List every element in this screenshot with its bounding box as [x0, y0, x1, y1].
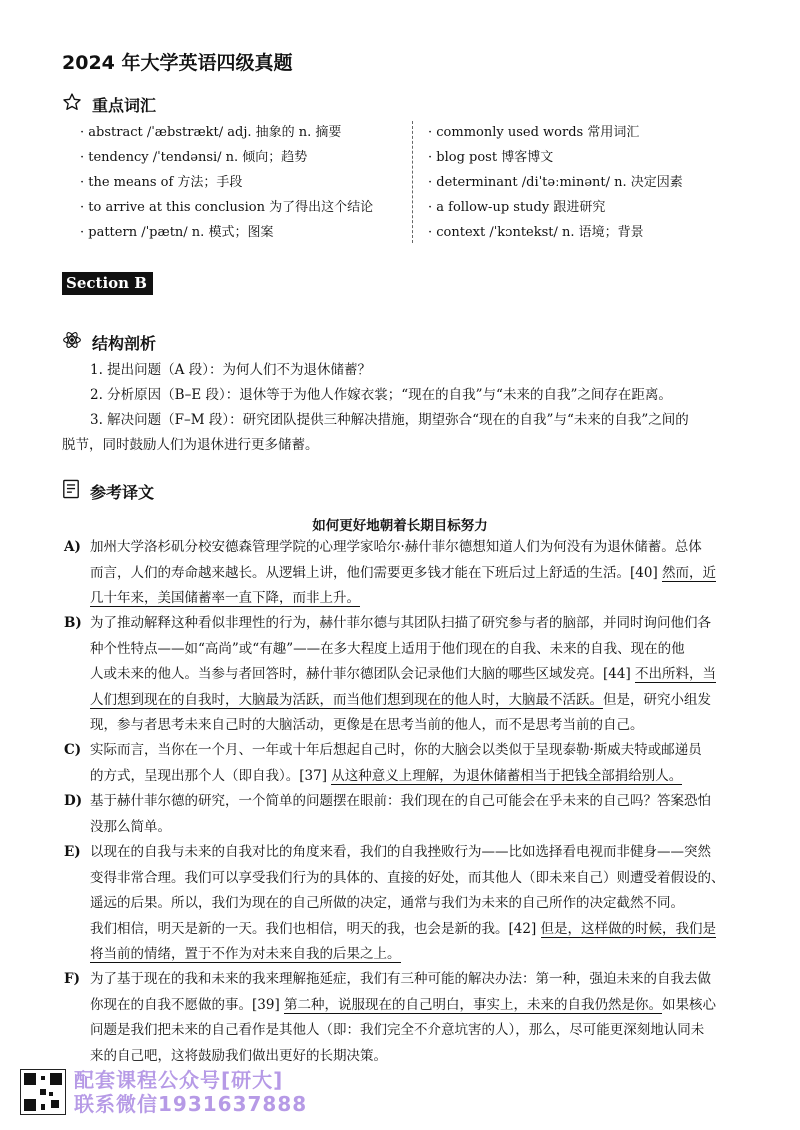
paragraph-line: 种个性特点——如“高尚”或“有趣”——在多大程度上适用于他们现在的自我、未来的自我、现在的他: [90, 640, 685, 657]
paragraph-label: E): [64, 844, 81, 860]
star-icon: [62, 92, 82, 116]
paragraph-line: 加州大学洛杉矶分校安德森管理学院的心理学家哈尔·赫什菲尔德想知道人们为何没有为退休储蓄。总体: [90, 539, 702, 555]
document-icon: [62, 479, 80, 503]
vocab-item: · pattern /ˈpætn/ n. 模式；图案: [80, 225, 274, 240]
vocab-heading: [62, 92, 156, 116]
vocab-item: · to arrive at this conclusion 为了得出这个结论: [80, 200, 374, 215]
atom-icon: [62, 330, 82, 354]
structure-item: 1. 提出问题（A 段）：为何人们不为退休储蓄？: [90, 362, 371, 378]
paragraph-c: [62, 738, 774, 789]
paragraph-f: [62, 967, 774, 1069]
paragraph-line: 问题是我们把未来的自己看作是其他人（即：我们完全不介意坑害的人），那么，尽可能更深刻地认同未: [90, 1022, 705, 1038]
structure-heading: [62, 330, 156, 354]
underlined-answer: 然而，近: [662, 564, 717, 581]
qr-code-icon: [20, 1069, 66, 1115]
translation-heading-text: 参考译文: [90, 482, 155, 502]
vocab-item: · abstract /ˈæbstrækt/ adj. 抽象的 n. 摘要: [80, 125, 342, 140]
vocab-divider: [412, 121, 413, 243]
paragraph-line: 变得非常合理。我们可以享受我们行为的具体的、直接的好处，而其他人（即未来自己）则遭受着假设的、: [90, 869, 725, 886]
paragraph-line: 人或未来的他人。当参与者回答时，赫什菲尔德团队会记录他们大脑的哪些区域发亮。[44] 不出所料，当: [90, 666, 717, 682]
underlined-answer: 但是，这样做的时候，我们是: [540, 920, 717, 937]
vocab-item: · the means of 方法；手段: [80, 175, 243, 190]
paragraph-line: 为了推动解释这种看似非理性的行为，赫什菲尔德与其团队扫描了研究参与者的脑部，并同时询问他们各: [90, 615, 711, 631]
paragraph-label: B): [64, 615, 82, 631]
footer-watermark: [20, 1068, 307, 1116]
vocab-item: · blog post 博客博文: [428, 150, 554, 165]
underlined-answer: 第二种，说服现在的自己明白，事实上，未来的自我仍然是你。: [284, 996, 663, 1013]
paragraph-line: 的方式，呈现出那个人（即自我）。[37] 从这种意义上理解，为退休储蓄相当于把钱全部捐给别人。: [90, 767, 683, 784]
paragraph-line: 现，参与者思考未来自己时的大脑活动，更像是在思考当前的他人，而不是思考当前的自己。: [90, 717, 644, 733]
translation-heading: [62, 479, 154, 503]
vocab-item: · context /ˈkɔntekst/ n. 语境；背景: [428, 225, 644, 240]
paragraph-line: 没那么简单。: [90, 818, 171, 835]
structure-item-continued: 脱节，同时鼓励人们为退休进行更多储蓄。: [62, 437, 319, 453]
paragraph-label: A): [64, 539, 81, 555]
paragraph-label: D): [64, 793, 83, 809]
paragraph-line: 遥远的后果。所以，我们为现在的自己所做的决定，通常与我们为未来的自己所作的决定截然不同。: [90, 895, 684, 911]
watermark-line: 联系微信1931637888: [74, 1092, 308, 1116]
paragraph-line: 我们相信，明天是新的一天。我们也相信，明天的我，也会是新的我。[42] 但是，这样做的时候，我们是: [90, 920, 717, 937]
structure-item: 3. 解决问题（F–M 段）：研究团队提供三种解决措施，期望弥合“现在的自我”与“未来的自我”之间的: [90, 412, 689, 428]
paragraph-e: [62, 840, 774, 968]
underlined-answer: 不出所料，当: [635, 666, 717, 682]
underlined-answer: 人们想到现在的自我时，大脑最为活跃，而当他们想到现在的他人时，大脑最不活跃。: [90, 691, 603, 708]
paragraph-label: C): [64, 742, 82, 758]
paragraph-line: 基于赫什菲尔德的研究，一个简单的问题摆在眼前：我们现在的自己可能会在乎未来的自己吗？答案恐怕: [90, 793, 711, 809]
paragraph-line: [90, 586, 774, 612]
page-title: 2024 年大学英语四级真题: [62, 52, 293, 74]
paragraph-line: 为了基于现在的我和未来的我来理解拖延症，我们有三种可能的解决办法：第一种，强迫未来的自我去做: [90, 971, 711, 987]
underlined-answer: 几十年来，美国储蓄率一直下降，而非上升。: [90, 590, 360, 606]
paragraph-line: 人们想到现在的自我时，大脑最为活跃，而当他们想到现在的他人时，大脑最不活跃。但是，研究小组发: [90, 691, 711, 708]
paragraph-line: 来的自己吧，这将鼓励我们做出更好的长期决策。: [90, 1047, 387, 1064]
paragraph-line: 以现在的自我与未来的自我对比的角度来看，我们的自我挫败行为——比如选择看电视而非健身——突然: [90, 844, 711, 860]
vocab-left-column: [80, 120, 373, 245]
vocab-right-column: [428, 120, 683, 245]
translation-title: 如何更好地朝着长期目标努力: [312, 518, 488, 534]
structure-heading-text: 结构剖析: [92, 333, 157, 353]
paragraph-line: 你现在的自我不愿做的事。[39] 第二种，说服现在的自己明白，事实上，未来的自我仍然是你。如果核心: [90, 996, 717, 1013]
paragraph-label: F): [64, 971, 80, 987]
vocab-item: · determinant /diˈtəːminənt/ n. 决定因素: [428, 175, 683, 190]
paragraph-a: [62, 535, 774, 612]
vocab-item: · commonly used words 常用词汇: [428, 125, 640, 140]
structure-item: 2. 分析原因（B–E 段）：退休等于为他人作嫁衣裳；“现在的自我”与“未来的自我”之间存在距离。: [90, 387, 672, 403]
paragraph-line: 而言，人们的寿命越来越长。从逻辑上讲，他们需要更多钱才能在下班后过上舒适的生活。[40] 然而，近: [90, 564, 717, 581]
paragraph-b: [62, 611, 774, 739]
watermark-line: 配套课程公众号[研大]: [74, 1068, 284, 1092]
section-label: Section B: [62, 272, 153, 295]
structure-list: [62, 358, 770, 458]
vocab-heading-text: 重点词汇: [92, 95, 157, 115]
underlined-answer: 将当前的情绪，置于不作为对未来自我的后果之上。: [90, 946, 401, 962]
vocab-item: · tendency /ˈtendənsi/ n. 倾向；趋势: [80, 150, 308, 165]
vocab-item: · a follow-up study 跟进研究: [428, 200, 606, 215]
paragraph-d: [62, 789, 774, 840]
paragraph-line: 实际而言，当你在一个月、一年或十年后想起自己时，你的大脑会以类似于呈现泰勒·斯威夫特或邮递员: [90, 742, 702, 758]
underlined-answer: 从这种意义上理解，为退休储蓄相当于把钱全部捐给别人。: [331, 767, 683, 784]
watermark-text: [74, 1068, 307, 1116]
paragraph-line: [90, 942, 774, 968]
